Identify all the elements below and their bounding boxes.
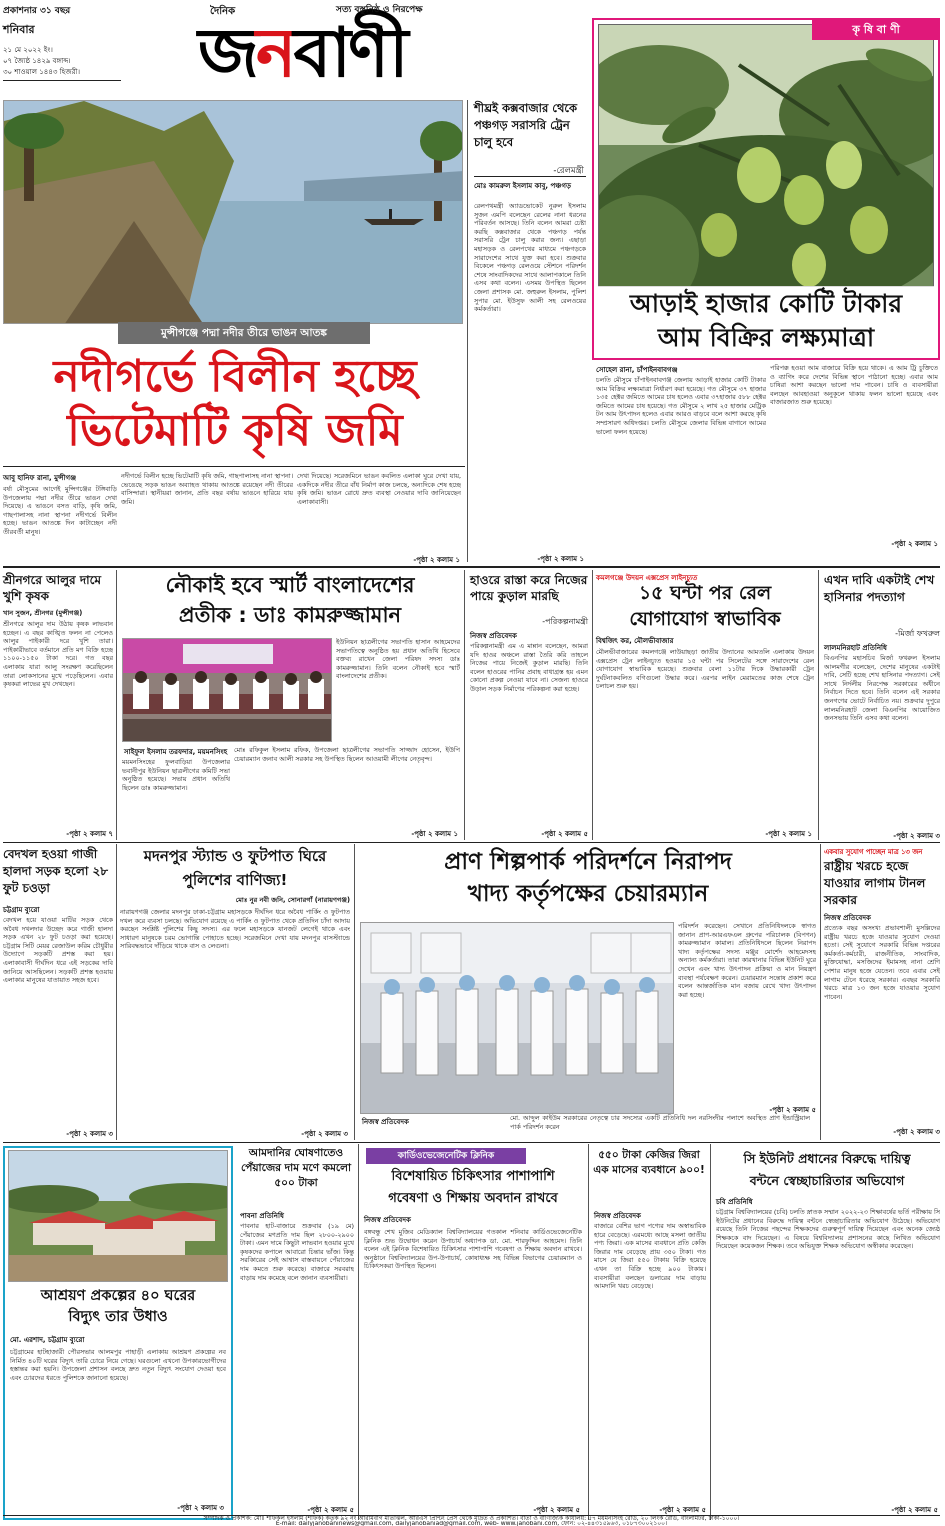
river-erosion-photo xyxy=(3,100,463,324)
onion-headline: আমদানির ঘোষণাতেও পেঁয়াজের দাম মণে কমলো ৫০০ টাকা xyxy=(240,1147,352,1189)
gazi-byline: চট্টগ্রাম ব্যুরো xyxy=(3,906,40,914)
train-headline-line1: ১৫ ঘন্টা পর রেল xyxy=(638,582,772,604)
ci-headline-line2: বন্টনে স্বেচ্ছাচারিতার অভিযোগ xyxy=(749,1173,905,1188)
pran-headline xyxy=(358,846,818,910)
hasina-body: বিএনপির মহাসচিব মির্জা ফখরুল ইসলাম আলমগীর বলেছেন, দেশের মানুষের একটাই দাবি, সেটি হচ্ছে শেখ হাসিনার পদত্যাগ। সেই সাথে নির্দলীয় নিরপেক্ষ সরকারের অধীনে নির্বাচন দিতে হবে। তিনি বলেন এই সরকার জনগণের ভোটে নির্বাচিত নয়। শুক্রবার দুপুরে লালমনিরহাট জেলা বিএনপির আয়োজিত জনসভায় তিনি এসব কথা বলেন। xyxy=(824,654,940,723)
lead-body-col3: দেখা দিয়েছে। সরেজমিনে ভাঙন কবলিত এলাকা ঘুরে দেখা যায়, একদিকে নদীর তীরে বাঁধ নির্মাণ কাজ চলছে, অন্যদিকে শেষ হচ্ছে কৃষি জমি। ভাঙন রোধে দ্রুত ব্যবস্থা নেওয়ার দাবি জানিয়েছেন এলাকাবাসী। xyxy=(297,472,461,506)
rail-headline: শীঘ্রই কক্সবাজার থেকে পঞ্চগড় সরাসরি ট্রেন চালু হবে xyxy=(474,101,578,149)
pran-factory-photo xyxy=(360,922,674,1114)
lead-continued: -পৃষ্ঠা ২ কলাম ১ xyxy=(413,556,460,564)
dainik-label: দৈনিক xyxy=(210,6,236,17)
tagline: সত্য বস্তুনিষ্ঠ ও নিরপেক্ষ xyxy=(336,5,423,15)
train-byline: বিশ্বজিৎ কর, মৌলভীবাজার xyxy=(596,637,674,645)
hajj-kicker: একবার সুযোগ পাচ্ছেন মাত্র ১৩ জন xyxy=(824,848,923,856)
ashrayan-continued: -পৃষ্ঠা ২ কলাম ৩ xyxy=(177,1504,224,1512)
rail-continued: -পৃষ্ঠা ২ কলাম ১ xyxy=(537,555,584,563)
ashrayan-headline xyxy=(8,1286,228,1328)
krishi-headline-line1: আড়াই হাজার কোটি টাকার xyxy=(629,289,903,318)
day-label: শনিবার xyxy=(3,23,35,36)
boat-headline-line2: প্রতীক : ডাঃ কামরুজ্জামান xyxy=(178,603,402,627)
hajj-continued: -পৃষ্ঠা ২ কলাম ৩ xyxy=(893,1128,940,1136)
krishi-body-col2: পরিপক্ক হওয়া আম বাজারে বিক্রি হয়ে থাকে। এ আম ট্রি চুক্তিতে ও ব্যাগিং করে দেশের বিভিন্ন স্থানে পাঠানো হচ্ছে। এবার আম চাষিরা আশা করছেন ভালো দাম পাবেন। চাষি ও ব্যবসায়ীরা বলছেন আবহাওয়া অনুকূলে থাকায় ফলন ভালো হয়েছে এবং বাজারজাত শুরু হয়েছে। xyxy=(770,364,938,407)
gazi-continued: -পৃষ্ঠা ২ কলাম ৩ xyxy=(66,1130,113,1138)
newspaper-logo xyxy=(198,14,406,94)
haor-tag: -পরিকল্পনামন্ত্রী xyxy=(542,617,588,626)
hasina-byline: লালমনিরহাট প্রতিনিধি xyxy=(824,644,887,652)
date-hijri: ৩০ শাওয়াল ১৪৪৩ হিজরী। xyxy=(3,68,80,76)
hasina-tag: -মির্জা ফখরুল xyxy=(895,629,940,638)
boat-byline: সাইফুল ইসলাম তরফদার, ময়মনসিংহ xyxy=(124,748,228,756)
onion-body: পাবনার হাট-বাজারে শুক্রবার (১৯ মে) পেঁয়াজের মণপ্রতি দাম ছিল ২৮০০-২৯০০ টাকা। এমন দামে কিছুটা লাভবান হওয়ার মুখে কৃষকদের কপালে আবারো চিন্তার ভাঁজ। কিন্তু সরকিারের সেই আশ্বাস বাস্তবায়নে পেঁয়াজের দাম কমতে শুরু করেছে। বাজারে সরবরাহ বাড়ায় দাম কমেছে বলে জানান ব্যবসায়ীরা। xyxy=(240,1222,354,1282)
jira-body: বাজারে বেশির ভাগ পণ্যের দাম অস্বাভাবিক হারে বেড়েছে। এরমধ্যে আছে মসলা জাতীয় পণ্য জিরা। এক মাসের ব্যবধানে প্রতি কেজি জিরার দাম বেড়েছে প্রায় ৩৫০ টাকা। গত মাসে যে জিরা ৫৫০ টাকায় বিক্রি হয়েছে এখন তা বিক্রি হচ্ছে ৯০০ টাকায়। ব্যবসায়ীরা বলছেন ডলারের দাম বাড়ায় আমদানি খরচ বেড়েছে। xyxy=(594,1222,706,1291)
date-en: ২১ মে ২০২২ ইং। xyxy=(3,46,53,54)
cardio-continued: -পৃষ্ঠা ২ কলাম ৫ xyxy=(533,1506,580,1514)
boat-body-col2: ইউনিয়ন ছাত্রলীগের সভাপতি হাসান আহমেদের সভাপতিত্বে অনুষ্ঠিত হয় প্রধান অতিথি হিসেবে বক্তব্য রাখেন জেলা পরিষদ সদস্য ডাঃ কামরুজ্জামান। তিনি বলেন নৌকাই হবে স্মার্ট বাংলাদেশের প্রতীক। xyxy=(336,638,460,681)
gazi-headline: বেদখল হওয়া গাজী হালদা সড়ক হলো ২৮ ফুট চওড়া xyxy=(3,847,109,895)
police-byline: মোঃ নুর নবী জনি, সোনারগাঁ (নারায়ণগঞ্জ) xyxy=(235,896,350,904)
potato-headline: শ্রীনগরে আলুর দামে খুশি কৃষক xyxy=(3,573,102,603)
lead-headline-line2: ভিটেমাটি কৃষি জমি xyxy=(67,405,403,456)
cardio-headline-line2: গবেষণা ও শিক্ষায় অবদান রাখবে xyxy=(388,1191,558,1206)
logo-part-ja: জ xyxy=(198,14,256,93)
lead-headline xyxy=(0,350,470,462)
krishi-headline-line2: আম বিক্রির লক্ষ্যমাত্রা xyxy=(657,323,875,352)
ashrayan-headline-line2: বিদ্যুৎ তার উধাও xyxy=(68,1309,168,1325)
rail-byline: মোঃ কামরুল ইসলাম কাবু, পঞ্চগড় xyxy=(474,182,571,190)
haor-headline: হাওরে রাস্তা করে নিজের পায়ে কুড়াল মারছি xyxy=(470,573,588,603)
hasina-continued: -পৃষ্ঠা ২ কলাম ৩ xyxy=(893,832,940,840)
police-continued: -পৃষ্ঠা ২ কলাম ৩ xyxy=(301,1130,348,1138)
krishi-headline xyxy=(598,286,934,358)
pran-headline-line1: প্রাণ শিল্পপার্ক পরিদর্শনে নিরাপদ xyxy=(444,849,732,875)
pran-body: পরিদর্শন করেছেন। সেখানে প্রতিনিধিদলকে স্বাগত জানান প্রাণ-আরএফএল গ্রুপের পরিচালক (বিপণন) কামরুজ্জামান কামাল। প্রতিনিধিদলে ছিলেন নিরাপদ খাদ্য কর্তৃপক্ষের সদস্য মঞ্জুর মোর্শেদ আহমেদসহ অন্যান্য কর্মকর্তারা। তারা কারখানার বিভিন্ন ইউনিট ঘুরে দেখেন এবং খাদ্য উৎপাদন প্রক্রিয়া ও মান নিয়ন্ত্রণ ব্যবস্থা পর্যবেক্ষণ করেন। চেয়ারম্যান সন্তোষ প্রকাশ করে বলেন আন্তর্জাতিক মান বজায় রেখে খাদ্য উৎপাদন করা হচ্ছে। xyxy=(678,922,816,999)
pran-continued: -পৃষ্ঠা ২ কলাম ৫ xyxy=(769,1106,816,1114)
lead-body-col1: বর্ষা মৌসুমের আগেই মুন্সিগঞ্জের টঙ্গিবাড়ি উপজেলায় পদ্মা নদীর তীরে ভাঙন দেখা দিয়েছে। এ ভাঙনে বসত বাড়ি, কৃষি জমি, গাছপালাসহ নানা স্থাপনা নদীগর্ভে বিলীন হচ্ছে। ভাঙন আতঙ্কে দিন কাটাচ্ছেন নদী তীরবর্তী মানুষ। xyxy=(3,485,117,536)
lead-photo-caption: মুন্সীগঞ্জে পদ্মা নদীর তীরে ভাঙন আতঙ্ক xyxy=(118,322,370,344)
boat-continued: -পৃষ্ঠা ২ কলাম ১ xyxy=(411,830,458,838)
train-headline xyxy=(596,580,814,632)
ashrayan-headline-line1: আশ্রয়ণ প্রকল্পের ৪০ ঘরের xyxy=(40,1288,196,1304)
krishi-body-col1: চলতি মৌসুমে চাঁপাইনবাবগঞ্জ জেলায় আড়াই হাজার কোটি টাকার আম বিক্রির লক্ষ্যমাত্রা নির্ধারণ করা হয়েছে। গত মৌসুমে ৩৭ হাজার ১৩৫ হেক্টর জমিতে আমের চাষ হলেও এবার ৩৭হাজার ৫৮৮ হেক্টর জমিতে আমের চাষ হয়েছে। গত মৌসুমে ২ লাখ ২৫ হাজার মেট্রিক টন আম উৎপাদন হলেও এবার আরও বাড়বে বলে আশা করছে কৃষি সম্প্রসারণ অধিদপ্তর। চলতি মৌসুমে জেলার বিভিন্ন বাগানে আমের ভালো ফলন হয়েছে। xyxy=(596,376,766,436)
pran-caption: মো. আব্দুল কাইউম সরকারের নেতৃত্বে চার সদস্যের একটি প্রতিনিধি দল নরসিংদীর পলাশে অবস্থিত প্রাণ ইন্ডাস্ট্রিয়াল পার্ক পরিদর্শন করেন xyxy=(510,1114,810,1131)
boat-body-col1: ময়মনসিংহের ফুলবাড়িয়া উপজেলার ভবানীপুর ইউনিয়ন ছাত্রলীগের কমিটি সভা অনুষ্ঠিত হয়েছে। সভায় প্রধান অতিথি ছিলেন ডাঃ কামরুজ্জামান। xyxy=(122,758,230,792)
police-headline: মদনপুর স্ট্যান্ড ও ফুটপাত ঘিরে পুলিশের বাণিজ্য! xyxy=(143,847,327,889)
hajj-headline: রাষ্ট্রীয় খরচে হজে যাওয়ার লাগাম টানল সরকার xyxy=(824,859,926,907)
potato-continued: -পৃষ্ঠা ২ কলাম ৭ xyxy=(66,830,113,838)
police-body: নারায়ণগঞ্জ জেলার মদনপুর ঢাকা-চট্টগ্রাম মহাসড়কে দীর্ঘদিন ধরে অবৈধ পার্কিং ও ফুটপাত দখল করে ব্যবসা চলছে। অভিযোগ রয়েছে এ পার্কিং ও ফুটপাত থেকে প্রতিদিন চাঁদা আদায় করছেন সংশ্লিষ্ট পুলিশের কিছু সদস্য। এর ফলে মহাসড়কে যানজট লেগেই থাকে এবং সাধারণ মানুষকে চরম ভোগান্তি পোহাতে হচ্ছে। সরেজমিনে দেখা যায় মদনপুর বাসস্ট্যান্ডে সারিবদ্ধভাবে দাঁড়িয়ে থাকে বাস ও লেগুনা। xyxy=(120,908,350,951)
krishi-box xyxy=(592,18,940,360)
cardio-headline xyxy=(362,1166,584,1210)
rail-body: রেলপথমন্ত্রী অ্যাডভোকেট নুরুল ইসলাম সুজন এমপি বলেছেন রেলের নানা ধরনের পরিবর্তন আসছে। তিনি বলেন আমরা চেষ্টা করছি কক্সবাজার থেকে পঞ্চগড় পর্যন্ত সরাসরি ট্রেন চালু করার জন্য। এছাড়া মহাসড়ক ও রেলপথের মাধ্যমে পঞ্চগড়কে সারাদেশের সাথে যুক্ত করা হবে। শুক্রবার বিকেলে পঞ্চগড় রেলওয়ে স্টেশনে পরিদর্শন শেষে সাংবাদিকদের সাথে আলাপকালে তিনি এসব কথা বলেন। এসময় উপস্থিত ছিলেন জেলা প্রশাসক মো. জহুরুল ইসলাম, পুলিশ সুপার মো. ইউসুফ আলী সহ রেলওয়ের কর্মকর্তারা। xyxy=(474,202,586,314)
boat-event-photo xyxy=(122,638,332,742)
cardio-body: বঙ্গবন্ধু শেখ মুজিব মেডিক্যাল বিশ্ববিদ্যালয়ের গতকাল শনিবার কার্ডিওভেজেনেটিক ক্লিনিক শুভ উদ্বোধন করেন উপাচার্য অধ্যাপক ডা. মো. শারফুদ্দিন আহমেদ। তিনি বলেন এই ক্লিনিক বিশেষায়িত চিকিৎসার পাশাপাশি গবেষণা ও শিক্ষায় অবদান রাখবে। অনুষ্ঠানে বিশ্ববিদ্যালয়ের উপ-উপাচার্য, কোষাধ্যক্ষ সহ বিভিন্ন বিভাগের চেয়ারম্যান ও চিকিৎসকরা উপস্থিত ছিলেন। xyxy=(364,1228,582,1271)
logo-part-na: ন xyxy=(255,14,294,93)
pran-byline: নিজস্ব প্রতিবেদক xyxy=(362,1118,409,1126)
rail-tag: -রেলমন্ত্রী xyxy=(553,166,584,176)
krishi-continued: -পৃষ্ঠা ২ কলাম ১ xyxy=(891,540,938,548)
potato-byline: খান সুজন, শ্রীনগর (মুন্সীগঞ্জ) xyxy=(3,609,83,617)
masthead xyxy=(0,0,600,98)
onion-continued: -পৃষ্ঠা ২ কলাম ৫ xyxy=(307,1506,354,1514)
lead-body-col2: নদীগর্ভে বিলীন হচ্ছে ভিটেমাটি কৃষি জমি, গাছপালাসহ নানা স্থাপনা। ভেঙেছে সড়ক ভাঙন অব্যাহত থাকায় আতঙ্কে রয়েছেন নদী তীরের বাসিন্দারা। স্থানীয়রা জানান, প্রতি বছর বর্ষায় ভাঙনে হারিয়ে যায় জমি। xyxy=(121,472,293,506)
train-kicker: কমলগঞ্জে উদয়ন এক্সপ্রেস লাইনচ্যুত xyxy=(596,574,698,582)
boat-headline-line1: নৌকাই হবে স্মার্ট বাংলাদেশের xyxy=(165,573,415,597)
haor-continued: -পৃষ্ঠা ২ কলাম ৫ xyxy=(541,830,588,838)
lead-byline: আবু হানিফ রানা, মুন্সীগঞ্জ xyxy=(3,474,77,482)
lead-headline-line1: নদীগর্ভে বিলীন হচ্ছে xyxy=(53,351,417,402)
cardio-kicker: কার্ডিওভেজেনেটিক ক্লিনিক xyxy=(366,1148,526,1164)
haor-body: পরিকল্পনামন্ত্রী এম এ মান্নান বলেছেন, আমরা যদি হাওর অঞ্চলে রাস্তা তৈরি করি তাহলে নিজের পায়ে নিজেই কুড়াল মারছি। তিনি বলেন হাওরের পানির প্রবাহ বাধাগ্রস্ত হয় এমন কোনো প্রকল্প নেওয়া যাবে না। সেজন্য হাওরে উড়াল সড়ক নির্মাণের পরিকল্পনা করা হচ্ছে। xyxy=(470,642,588,693)
train-continued: -পৃষ্ঠা ২ কলাম ১ xyxy=(765,830,812,838)
footer-imprint xyxy=(3,1516,940,1526)
ci-body: চট্টগ্রাম বিশ্ববিদ্যালয়ের (চবি) চলতি স্নাতক সম্মান ২০২২-২৩ শিক্ষাবর্ষের ভর্তি পরীক্ষায় সি ইউনিটের প্রধানের বিরুদ্ধে দায়িত্ব বন্টনে স্বেচ্ছাচারিতার অভিযোগ উঠেছে। অভিযোগ রয়েছে তিনি নিজের পছন্দের শিক্ষকদের গুরুত্বপূর্ণ দায়িত্ব দিয়েছেন এবং অনেক জ্যেষ্ঠ শিক্ষককে বাদ দিয়েছেন। এ বিষয়ে বিশ্ববিদ্যালয় প্রশাসনের কাছে লিখিত অভিযোগ দিয়েছেন কয়েকজন শিক্ষক। তবে অভিযুক্ত শিক্ষক অভিযোগ অস্বীকার করেছেন। xyxy=(716,1208,940,1251)
footer-line1: সম্পাদক ও প্রকাশক: মোঃ শফিকুল ইসলাম (শফিক) কর্তৃক ৯২ নং আরামবাগ মতিঝিল, আরএস প্রিন্টিং প্রেস থেকে মুদ্রিত ও প্রকাশিত। বার্তা ও বাণিজ্যিক কার্যালয়: ৫৭ ময়মনসিংহ রোড, ২০ লিংক রোড, বাংলামটর, ঢাকা-১০০০। xyxy=(203,1516,740,1521)
hajj-body: প্রত্যেক বছর অসংখ্য প্রভাবশালী মুসল্লিদের রাষ্ট্রীয় খরচে হজে যাওয়ার সুযোগ দেওয়া হতো। সেই সুযোগে সরকারি বিভিন্ন দপ্তরের কর্মকর্তা-কর্মচারী, রাজনীতিক, সাংবাদিক, মুক্তিযোদ্ধা, মসজিদের ইমামসহ নানা শ্রেণি পেশার মানুষ হজে যেতেন। তবে এবার সেই লাগাম টেনে ধরেছে সরকার। এবছর সরকারি খরচে মাত্র ১৩ জন হজে যাওয়ার সুযোগ পাবেন। xyxy=(824,924,940,1001)
jira-continued: -পৃষ্ঠা ২ কলাম ৫ xyxy=(659,1506,706,1514)
potato-body: শ্রীনগরে আলুর দাম উঠায় কৃষক লাভবান হচ্ছেন। এ বছর কাঙ্খিত ফলন না পেলেও আলুর পাইকারী দরে খুশি তারা। পাইকারীভাবে বর্তমানে প্রতি মণ বিক্রি হচ্ছে ১১০০-১১৫০ টাকা দরে। গত বছর এলাকায় যারা আলু সংরক্ষণ করেছিলেন তারা লোকসানের মুখে পড়েছিলেন। এবার কৃষকরা লাভের মুখ দেখছেন। xyxy=(3,620,113,689)
year-badge: প্রকাশনার ৩১ বছর xyxy=(3,6,71,16)
haor-byline: নিজস্ব প্রতিবেদক xyxy=(470,632,517,640)
date-bn: ০৭ জ্যৈষ্ঠ ১৪২৯ বঙ্গাব্দ। xyxy=(3,57,71,65)
train-body: মৌলভীবাজারের কমলগঞ্জে লাউয়াছড়া জাতীয় উদ্যানের আমতলি এলাকায় উদয়ন এক্সপ্রেস ট্রেন লাইনচ্যুত হওয়ার ১৫ ঘন্টা পর সিলেটের সঙ্গে সারাদেশের রেল যোগাযোগ স্বাভাবিক হয়েছে। শুক্রবার বেলা ১১টার দিকে উদ্ধারকারী ট্রেন দুর্ঘটনাকবলিত বগিগুলো উদ্ধার করে। এরপর লাইন মেরামতের কাজ শেষে ট্রেন চলাচল শুরু হয়। xyxy=(596,648,814,691)
gazi-body: বেদখল হয়ে যাওয়া মাটির সড়ক থেকে অবৈধ দখলদার উচ্ছেদ করে গাজী হালদা সড়ক এখন ২৮ ফুট চওড়া করা হয়েছে। চট্টগ্রাম সিটি মেয়র রেজাউল করিম চৌধুরীর উদ্যোগে সড়কটি প্রশস্ত করা হয়। এলাকাবাসী দীর্ঘদিন ধরে এই সড়কের দাবি জানিয়ে আসছিলেন। সড়কটি প্রশস্ত হওয়ায় এলাকার মানুষের যাতায়াত সহজ হবে। xyxy=(3,916,113,985)
pran-headline-line2: খাদ্য কর্তৃপক্ষের চেয়ারম্যান xyxy=(467,881,709,907)
onion-byline: পাবনা প্রতিনিধি xyxy=(240,1212,284,1220)
hajj-byline: নিজস্ব প্রতিবেদক xyxy=(824,914,871,922)
mango-photo xyxy=(598,24,934,310)
ashrayan-byline: মো. এরশাদ, চট্টগ্রাম ব্যুরো xyxy=(10,1336,85,1344)
ashrayan-body: চট্টগ্রামের হাটহাজারী পৌরসভার আলমপুর পাহাড়ী এলাকায় আশ্রয়ণ প্রকল্পের নব নির্মিত ৪০টি ঘরের বিদ্যুৎ তারি চোরে নিয়ে গেছে। ঘরগুলো এখনো উপকারভোগীদের হস্তান্তর করা হয়নি। উপজেলা প্রশাসন বলছে দ্রুত নতুন বিদ্যুৎ সংযোগ দেওয়া হবে এবং চোরদের ধরতে পুলিশকে জানানো হয়েছে। xyxy=(10,1348,226,1382)
jira-byline: নিজস্ব প্রতিবেদক xyxy=(594,1212,641,1220)
ci-byline: চবি প্রতিনিধি xyxy=(716,1198,753,1206)
cardio-byline: নিজস্ব প্রতিবেদক xyxy=(364,1216,411,1224)
ci-continued: -পৃষ্ঠা ২ কলাম ৫ xyxy=(891,1506,938,1514)
footer-line2: E-mail: dailyjanobaninews@gmail.com, dailyjanobaniad@gmail.com, web- www.janobani.com, ফোন: ০২-৪৪৩১৫৯৬৩, ০১৮৭৩০০২১০০। xyxy=(275,1521,668,1526)
logo-part-bani: বাণী xyxy=(293,14,406,93)
ci-headline xyxy=(714,1148,940,1192)
train-headline-line2: যোগাযোগ স্বাভাবিক xyxy=(629,608,781,630)
boat-headline xyxy=(120,570,460,630)
krishi-tag: কৃ ষি বা ণী xyxy=(812,20,940,40)
ashrayan-photo xyxy=(8,1150,228,1282)
krishi-byline: সোহেল রানা, চাঁপাইনবাবগঞ্জ xyxy=(596,366,678,374)
ci-headline-line1: সি ইউনিট প্রধানের বিরুদ্ধে দায়িত্ব xyxy=(743,1151,911,1166)
jira-headline: ৫৫০ টাকা কেজির জিরা এক মাসের ব্যবধানে ৯০০! xyxy=(593,1149,705,1176)
boat-body-col3: মোঃ রফিকুল ইসলাম রফিক, উপজেলা ছাত্রলীগের সভাপতি সাজ্জাদ হোসেন, ইউপি চেয়ারম্যান জনাব আলী সরকার সহ উপস্থিত ছিলেন আওয়ামী লীগের নেতৃবৃন্দ। xyxy=(234,746,460,763)
hasina-headline: এখন দাবি একটাই শেখ হাসিনার পদত্যাগ xyxy=(824,573,935,604)
cardio-headline-line1: বিশেষায়িত চিকিৎসার পাশাপাশি xyxy=(391,1169,555,1184)
